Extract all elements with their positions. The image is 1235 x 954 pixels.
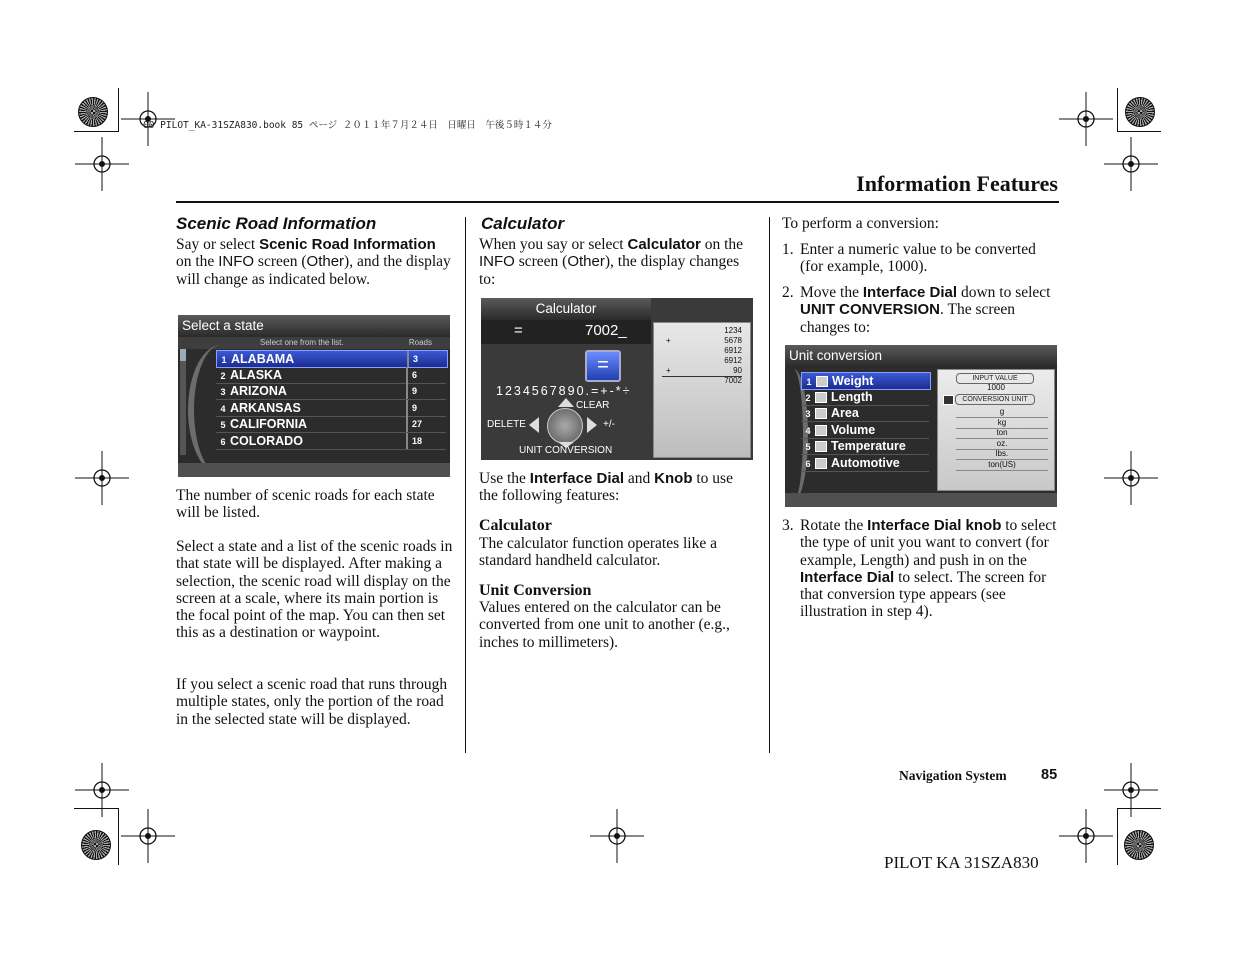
state-number: 2 [220,370,226,381]
state-road-count: 3 [407,351,447,367]
text-run: to select the type of unit you want to convert (for example, Length) and push in on the [800,517,1057,569]
calculator-screen [481,298,753,460]
header-rule [176,201,1059,203]
input-value-label: INPUT VALUE [956,373,1034,384]
column-divider-2 [769,217,770,753]
text-run: INFO [479,253,515,271]
state-name: ARIZONA [230,384,287,398]
trim-line [1117,808,1161,809]
text-run: Interface Dial [800,568,895,586]
text-run: Use the [479,470,530,487]
trim-line [1117,131,1161,132]
select-state-subtitle: Select one from the list. [260,338,344,347]
select-state-title: Select a state [178,315,450,337]
calculator-desc: The calculator function operates like a standard handheld calculator. [479,535,717,570]
tape-value: 6912 [724,346,742,355]
starburst-mark-icon [1125,97,1155,127]
state-list-item[interactable] [216,433,446,450]
select-state-screen [178,315,450,477]
arrow-left-icon[interactable] [529,417,539,433]
calculator-subheading: Calculator [479,517,552,534]
text-run: When you say or select [479,236,628,253]
unit-conversion-title: Unit conversion [785,345,1057,367]
select-state-roads-label: Roads [408,338,432,347]
calc-eq-sign: = [514,322,523,339]
state-list-item[interactable] [216,383,446,400]
trim-line [118,88,119,132]
step-2: 2. Move the Interface Dial down to select UNIT CONVERSION. The screen changes to: [782,284,1051,336]
calc-unit-conversion-label[interactable]: UNIT CONVERSION [519,445,613,456]
page-number: 85 [1041,767,1058,783]
page-title: Information Features [856,171,1058,196]
unit-type-name: Weight [832,374,874,388]
calc-digit-row[interactable]: 1234567890.=+-*÷ [496,384,632,398]
tape-line [662,346,742,356]
state-name: CALIFORNIA [230,417,308,431]
tape-value: 1234 [724,326,742,335]
conversion-unit-item: lbs. [956,449,1048,460]
unit-type-icon [815,408,827,419]
state-number: 5 [220,420,226,430]
text-run: down to select [957,284,1051,301]
starburst-mark-icon [78,97,108,127]
tape-line [662,336,742,346]
scenic-para-3: If you select a scenic road that runs through multiple states, only the portion of the road in the selected state will be displayed. [176,676,448,728]
state-list-item[interactable] [216,400,446,417]
state-road-count: 18 [406,433,446,449]
conversion-unit-item: ton [956,428,1048,439]
text-run: on the [176,253,219,271]
calc-dial[interactable] [547,408,583,444]
trim-line [1117,88,1118,132]
state-road-count: 9 [406,400,446,416]
conversion-unit-item: g [956,407,1048,418]
text-run: screen ( [514,253,568,271]
unit-type-number: 5 [805,442,811,452]
text-run: Other [306,253,345,271]
crosshair-mark-icon [121,809,175,863]
state-list-item[interactable] [216,416,446,433]
state-road-count: 6 [406,367,446,383]
conversion-intro: To perform a conversion: [782,215,939,232]
footer-section: Navigation System [899,768,1007,783]
state-number: 6 [220,436,226,447]
tape-line [662,356,742,366]
scenic-para-2: Select a state and a list of the scenic roads in that state will be displayed. After making a selection, the scenic road will display on the screen at a scale, where its main portion is the focal point of the map. You can then set this as a destination or waypoint. [176,538,453,642]
text-run: Move the [800,284,863,301]
calculator-heading: Calculator [481,214,565,233]
calc-display-value: 7002_ [585,322,627,339]
trim-line [118,808,119,865]
state-number: 1 [221,355,227,365]
trim-line [1117,808,1118,865]
tape-value: 90 [733,366,742,375]
tape-value: 6912 [724,356,742,365]
text-run: ), and the display will change as indicated below. [176,253,451,288]
text-run: Calculator [627,236,701,253]
conversion-unit-label: CONVERSION UNIT [955,394,1035,405]
tape-value: 5678 [724,336,742,345]
text-run: Interface Dial [862,284,958,301]
text-run: Interface Dial [529,470,625,487]
text-run: Rotate the [800,517,868,534]
state-name: COLORADO [230,433,303,448]
text-run: INFO [218,253,255,271]
text-run: and [624,470,655,487]
text-run: UNIT CONVERSION [800,301,941,319]
starburst-mark-icon [1124,830,1154,860]
calculator-use-text [479,470,751,505]
column-divider-1 [465,217,466,753]
state-road-count: 9 [406,383,446,399]
text-run: Knob [654,470,693,487]
text-run: Interface Dial knob [867,517,1002,534]
unit-type-item[interactable] [801,455,929,472]
unit-type-item[interactable] [801,372,931,390]
unit-type-number: 4 [805,425,811,436]
calc-equals-button[interactable]: = [585,350,621,382]
unit-conversion-desc: Values entered on the calculator can be converted from one unit to another (e.g., inches to millimeters). [479,599,730,651]
state-list-item[interactable] [216,350,448,368]
conversion-unit-item: kg [956,418,1048,429]
state-name: ALASKA [230,367,283,382]
unit-type-name: Length [831,389,873,404]
crosshair-mark-icon [590,809,644,863]
crosshair-mark-icon [75,137,129,191]
text-run: to select. The screen for that conversion type appears (see illustration in step 4). [800,568,1047,621]
crosshair-mark-icon [1104,451,1158,505]
unit-type-icon [815,392,827,403]
unit-type-icon [815,425,827,436]
unit-type-name: Volume [831,422,876,437]
state-name: ARKANSAS [230,400,301,415]
unit-type-number: 1 [806,377,812,387]
state-number: 4 [220,403,226,414]
unit-type-icon [815,441,827,452]
starburst-mark-icon [81,830,111,860]
conversion-unit-item: ton(US) [956,460,1048,471]
unit-conversion-subheading: Unit Conversion [479,582,592,599]
step-3: 3. Rotate the Interface Dial knob to select the type of unit you want to convert (for example, Length) and push in on the Interface Dial to select. The screen for that conversion type appears (see illustration in step 4). [782,517,1057,621]
tape-line [662,376,742,386]
unit-type-icon [816,376,828,387]
calc-plusminus-label[interactable]: +/- [603,419,615,430]
trim-line [74,808,118,809]
unit-type-item[interactable] [801,405,929,422]
scenic-road-heading: Scenic Road Information [176,214,377,233]
unit-type-number: 2 [805,392,811,403]
state-number: 3 [220,387,226,397]
unit-type-name: Area [831,406,859,420]
arrow-right-icon[interactable] [587,417,597,433]
text-run: Scenic Road Information [259,236,436,253]
crosshair-mark-icon [1059,809,1113,863]
conversion-unit-item: oz. [956,439,1048,450]
tape-line [662,326,742,336]
tape-op: + [666,336,671,345]
crosshair-mark-icon [75,451,129,505]
calc-delete-label[interactable]: DELETE [487,419,526,430]
state-list-item[interactable] [216,367,446,384]
text-run: screen ( [254,253,307,271]
unit-type-name: Automotive [831,455,900,470]
scenic-para-1: The number of scenic roads for each state will be listed. [176,487,435,522]
conversion-unit-icon [943,395,954,405]
scenic-road-intro [176,236,452,288]
calculator-title: Calculator [481,298,651,320]
calc-clear-label[interactable]: CLEAR [576,400,610,411]
arrow-up-icon[interactable] [558,398,574,407]
text-run: to use the following features: [479,470,733,505]
state-road-count: 27 [406,416,446,432]
tape-value: 7002 [724,376,742,385]
step-1: 1. Enter a numeric value to be converted (for example, 1000). [782,241,1036,276]
unit-values-panel [937,369,1055,491]
crosshair-mark-icon [1104,137,1158,191]
unit-type-number: 6 [805,458,811,469]
text-run: ), the display changes to: [479,253,740,288]
text-run: Other [567,253,605,271]
text-run: Say or select [176,236,260,253]
unit-conversion-screen [785,345,1057,507]
input-value: 1000 [987,383,1005,392]
document-code: PILOT KA 31SZA830 [884,853,1039,872]
text-run: on the [700,236,744,253]
calc-tape-panel [653,322,751,458]
unit-type-item[interactable] [801,422,929,439]
unit-type-item[interactable] [801,438,929,455]
book-info-line: 00 PILOT_KA-31SZA830.book 85 ページ ２０１１年７月２４日 日曜日 午後５時１４分 [143,120,552,131]
tape-op: + [666,366,671,375]
trim-line [74,131,118,132]
unit-type-icon [815,458,827,469]
unit-type-number: 3 [805,409,811,419]
unit-type-name: Temperature [831,439,906,453]
list-scrollbar[interactable] [180,349,186,455]
calculator-intro [479,236,755,288]
unit-type-item[interactable] [801,389,929,406]
state-name: ALABAMA [231,352,295,366]
text-run: . The screen changes to: [800,301,1016,336]
